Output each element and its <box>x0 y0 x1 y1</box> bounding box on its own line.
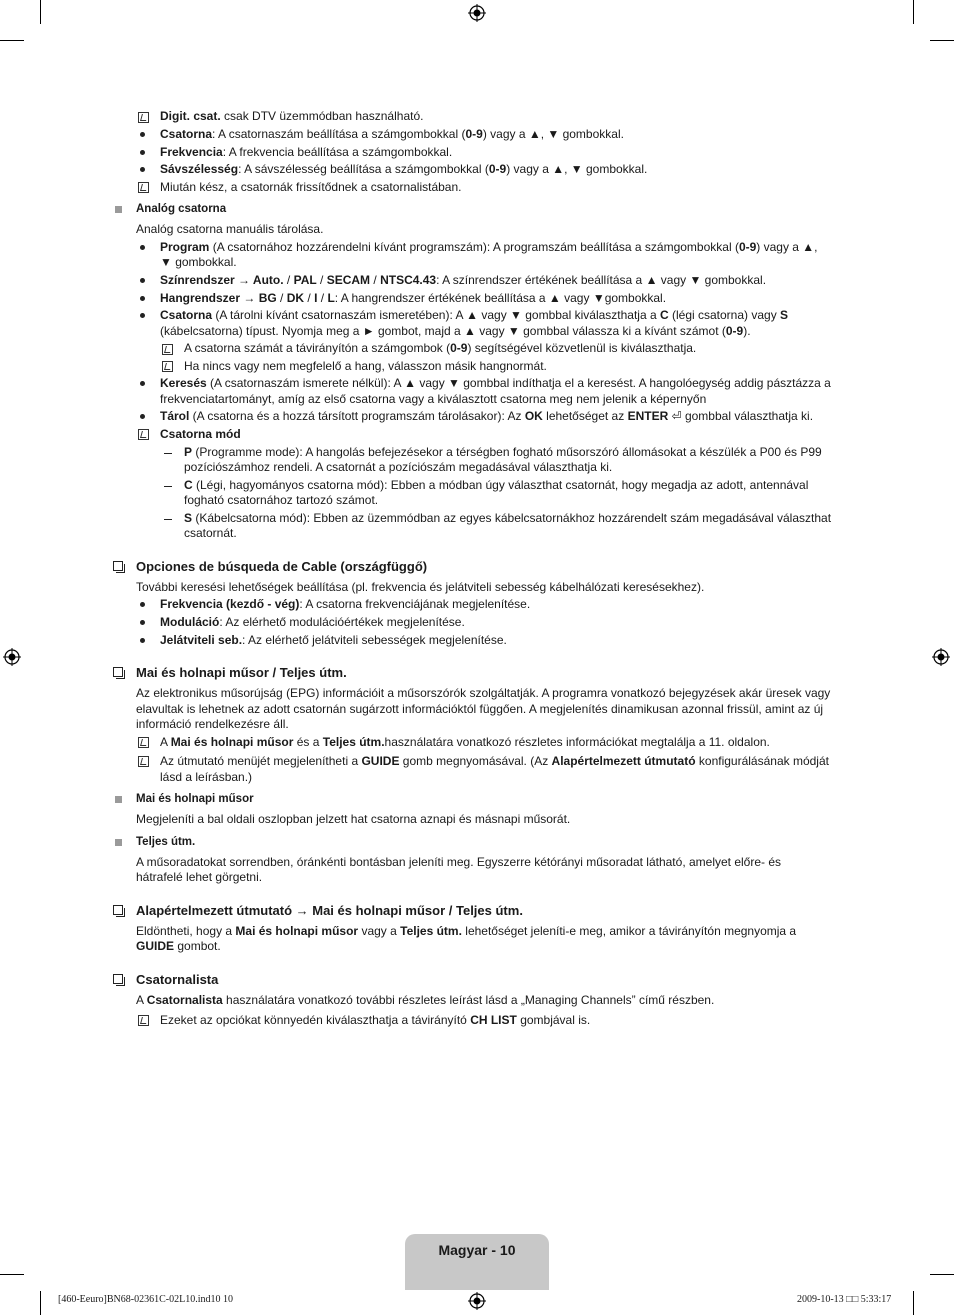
subheading: Mai és holnapi műsor <box>136 793 254 805</box>
text-line: pozíciószámhoz rendeli. A csatornát a pozíciószám megadásával választhatja ki. <box>184 460 613 474</box>
text-line: Sávszélesség: A sávszélesség beállítása a számgombokkal (0-9) vagy a ▲, ▼ gombokkal. <box>160 162 648 176</box>
subheading: Analóg csatorna <box>136 203 227 215</box>
text-line: Ha nincs vagy nem megfelelő a hang, válasszon másik hangnormát. <box>184 359 547 373</box>
note-icon <box>162 361 173 372</box>
text-line: A Csatornalista használatára vonatkozó további részletes leírást lásd a „Managing Channels” című részben. <box>136 993 715 1007</box>
text-line: Analóg csatorna manuális tárolása. <box>136 222 324 236</box>
bullet <box>140 132 145 137</box>
registration-mark-icon <box>932 648 950 666</box>
text-line: Moduláció: Az elérhető modulációértékek megjelenítése. <box>160 615 465 629</box>
dash-marker <box>164 453 172 454</box>
note-icon <box>138 756 149 767</box>
text-line: P (Programme mode): A hangolás befejezésekor a térségben fogható műsorszóró állomásokat a készülék a P00 és P99 <box>184 445 822 459</box>
text-line: hátrafelé lehet görgetni. <box>136 870 263 884</box>
text-line: Hangrendszer → BG / DK / I / L: A hangrendszer értékének beállítása a ▲ vagy ▼gombokkal. <box>160 291 667 305</box>
text-line: S (Kábelcsatorna mód): Ebben az üzemmódban az egyes kábelcsatornákhoz hozzárendelt szám megadásával választhat <box>184 511 832 525</box>
text-line: (kábelcsatorna) típust. Nyomja meg a ► gombot, majd a ▲ vagy ▼ gombbal válassza ki a kívánt számot (0-9). <box>160 324 751 338</box>
text-line: Csatorna mód <box>160 427 241 441</box>
square-marker <box>115 839 122 846</box>
crop-mark <box>913 1291 914 1315</box>
text-line: A műsoradatokat sorrendben, óránkénti bontásban jeleníti meg. Egyszerre kétórányi műsoradat látható, amelyet előre- és <box>136 855 782 869</box>
footer-file-info: [460-Eeuro]BN68-02361C-02L10.ind10 10 <box>58 1294 233 1305</box>
text-line: A Mai és holnapi műsor és a Teljes útm.használatára vonatkozó részletes információkat megtalálja a 11. oldalon. <box>160 735 770 749</box>
text-line: Az elektronikus műsorújság (EPG) információit a műsorszórók szolgáltatják. A programra vonatkozó bejegyzések akár üresek vagy <box>136 686 831 700</box>
bullet <box>140 414 145 419</box>
text-line: elavultak is lehetnek az adott csatornán sugárzott információktól függően. A megjelenítés dinamikusan azonnal frissül, amint az új <box>136 702 824 716</box>
bullet <box>140 602 145 607</box>
crop-mark <box>913 0 914 24</box>
section-heading: Alapértelmezett útmutató → Mai és holnapi műsor / Teljes útm. <box>136 903 523 918</box>
text-line: Frekvencia (kezdő - vég): A csatorna frekvenciájának megjelenítése. <box>160 597 531 611</box>
note-icon <box>138 1015 149 1026</box>
text-line: Ezeket az opciókat könnyedén kiválaszthatja a távirányító CH LIST gombjával is. <box>160 1013 591 1027</box>
dash-marker <box>164 486 172 487</box>
text-line: C (Légi, hagyományos csatorna mód): Ebben a módban úgy választhat csatornát, hogy megadja az adott, antennával <box>184 478 809 492</box>
text-line: lásd a leírásban.) <box>160 770 253 784</box>
subheading: Teljes útm. <box>136 836 196 848</box>
bullet <box>140 296 145 301</box>
bullet <box>140 313 145 318</box>
bullet <box>140 381 145 386</box>
note-icon <box>162 344 173 355</box>
footer-date-info: 2009-10-13 □□ 5:33:17 <box>797 1294 892 1305</box>
bullet <box>140 278 145 283</box>
text-line: Miután kész, a csatornák frissítődnek a csatornalistában. <box>160 180 462 194</box>
crop-mark <box>40 1291 41 1315</box>
section-checkbox-icon <box>113 905 123 915</box>
crop-mark <box>0 1274 24 1275</box>
section-checkbox-icon <box>113 667 123 677</box>
text-line: ▼ gombokkal. <box>160 255 237 269</box>
text-line: Csatorna (A tárolni kívánt csatornaszám ismeretében): A ▲ vagy ▼ gombbal kiválaszthatja a C (légi csatorna) vagy S <box>160 308 789 322</box>
crop-mark <box>40 0 41 24</box>
text-line: Digit. csat. csak DTV üzemmódban használható. <box>160 109 424 123</box>
section-heading: Opciones de búsqueda de Cable (országfüggő) <box>136 559 428 574</box>
square-marker <box>115 796 122 803</box>
note-icon <box>138 429 149 440</box>
crop-mark <box>0 40 24 41</box>
note-icon <box>138 182 149 193</box>
square-marker <box>115 206 122 213</box>
text-line: csatornát. <box>184 526 237 540</box>
bullet <box>140 167 145 172</box>
registration-mark-icon <box>468 4 486 22</box>
crop-mark <box>930 1274 954 1275</box>
section-heading: Mai és holnapi műsor / Teljes útm. <box>136 665 347 680</box>
registration-mark-icon <box>3 648 21 666</box>
note-icon <box>138 112 149 123</box>
section-checkbox-icon <box>113 561 123 571</box>
text-line: Tárol (A csatorna és a hozzá társított programszám tárolásakor): Az OK lehetőséget az ENTER ⏎ gombbal választhatja ki. <box>160 409 814 423</box>
bullet <box>140 150 145 155</box>
crop-mark <box>930 40 954 41</box>
text-line: A csatorna számát a távirányítón a számgombok (0-9) segítségével közvetlenül is kiválaszthatja. <box>184 341 697 355</box>
text-line: További keresési lehetőségek beállítása (pl. frekvencia és jelátviteli sebesség kábelhálózati keresésekhez). <box>136 580 705 594</box>
text-line: Színrendszer → Auto. / PAL / SECAM / NTSC4.43: A színrendszer értékének beállítása a ▲ vagy ▼ gombokkal. <box>160 273 767 287</box>
page-number-tab <box>405 1234 549 1290</box>
dash-marker <box>164 519 172 520</box>
text-line: Megjeleníti a bal oldali oszlopban jelzett hat csatorna aznapi és másnapi műsorát. <box>136 812 571 826</box>
text-line: Az útmutató menüjét megjelenítheti a GUIDE gomb megnyomásával. (Az Alapértelmezett útmutató konfigurálásának módját <box>160 754 829 768</box>
text-line: GUIDE gombot. <box>136 939 221 953</box>
note-icon <box>138 737 149 748</box>
section-checkbox-icon <box>113 974 123 984</box>
section-heading: Csatornalista <box>136 972 219 987</box>
text-line: Eldöntheti, hogy a Mai és holnapi műsor vagy a Teljes útm. lehetőséget jeleníti-e meg, amikor a távirányítón megnyomja a <box>136 924 797 938</box>
registration-mark-icon <box>468 1292 486 1310</box>
page-label: Magyar - 10 <box>438 1242 516 1258</box>
bullet <box>140 638 145 643</box>
text-line: fogható csatornához tartozó számot. <box>184 493 379 507</box>
bullet <box>140 620 145 625</box>
text-line: Program (A csatornához hozzárendelni kívánt programszám): A programszám beállítása a számgombokkal (0-9) vagy a ▲, <box>160 240 818 254</box>
bullet <box>140 245 145 250</box>
text-line: Keresés (A csatornaszám ismerete nélkül): A ▲ vagy ▼ gombbal indíthatja el a keresést. A hangolóegység addig pásztázza a <box>160 376 831 390</box>
text-line: Csatorna: A csatornaszám beállítása a számgombokkal (0-9) vagy a ▲, ▼ gombokkal. <box>160 127 624 141</box>
text-line: frekvenciatartományt, amíg az első csatorna vagy a kiválasztott csatorna meg nem jelenik a képernyőn <box>160 392 707 406</box>
text-line: Jelátviteli seb.: Az elérhető jelátviteli sebességek megjelenítése. <box>160 633 507 647</box>
text-line: Frekvencia: A frekvencia beállítása a számgombokkal. <box>160 145 453 159</box>
text-line: információ rendelkezésre áll. <box>136 717 289 731</box>
